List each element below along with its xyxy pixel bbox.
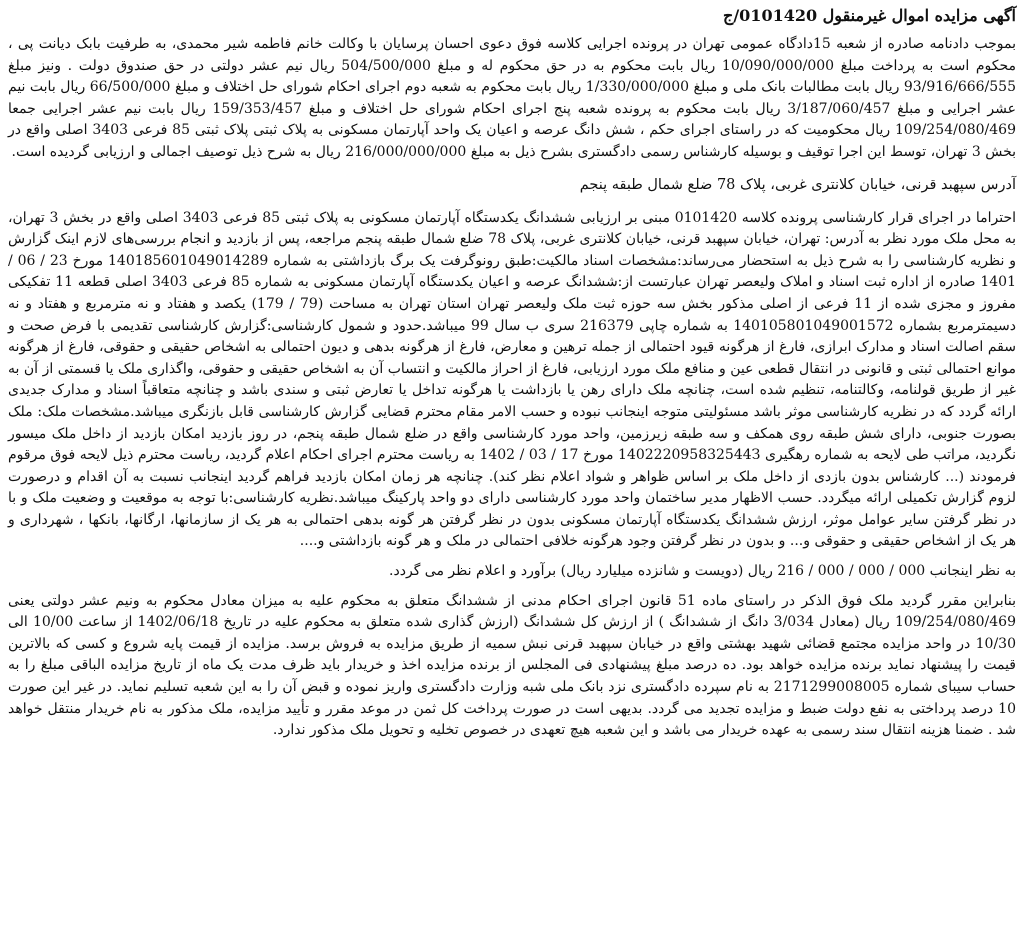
notice-paragraph-valuation: به نظر اینجانب 000 / 000 / 000 / 216 ریال (دویست و شانزده میلیارد ریال) برآورد و اعلام نظر می گردد. (389, 563, 1016, 580)
notice-title: آگهی مزایده اموال غیرمنقول 0101420/ج (723, 6, 1016, 25)
notice-paragraph-auction-terms: بنابراین مقرر گردید ملک فوق الذکر در راستای ماده 51 قانون اجرای احکام مدنی از ششدانگ متعلق به محکوم علیه به میزان معادل محکوم به ونیم عشر دولتی یعنی 109/254/080/469 ریال (معادل 3/034 دانگ از ششدانگ ) از ارزش کل ششدانگ (ارزش گذاری شده متعلق به محکوم علیه در تاریخ 1402/06/18 از ساعت 10/00 الی 10/30 در واحد مزایده مجتمع قضائی شهید بهشتی واقع در خیابان سپهبد قرنی نبش سمیه از طریق مزایده به فروش برسد. مزایده از قیمت پایه شروع و کسی که بالاترین قیمت را پیشنهاد نماید برنده مزایده خواهد بود. ده درصد مبلغ پیشنهادی فی المجلس از برنده مزایده اخذ و خریدار باید ظرف مدت یک ماه از تاریخ مزایده الباقی مبلغ را به حساب سیبای شماره 2171299008005 به نام سپرده دادگستری نزد بانک ملی شبه وزارت دادگستری واریز نموده و قبض آن را به این شعبه تسلیم نماید. در غیر این صورت 10 درصد پرداختی به نفع دولت ضبط و مزایده تجدید می گردد. بدیهی است در صورت پرداخت کل ثمن در موعد مقرر و تأیید مزایده، ملک مذکور به نام خریدار منتقل خواهد شد . ضمنا هزینه انتقال سند رسمی به عهده خریدار می باشد و این شعبه هیچ تعهدی در خصوص تخلیه و تحویل ملک مذکور ندارد. (8, 592, 1016, 739)
property-address: آدرس سپهبد قرنی، خیابان کلانتری غربی، پلاک 78 ضلع شمال طبقه پنجم (579, 176, 1016, 193)
notice-paragraph-judgment: بموجب دادنامه صادره از شعبه 15دادگاه عمومی تهران در پرونده اجرایی کلاسه فوق دعوی احسان پرسایان با وکالت خانم فاطمه شیر محمدی، به طرفیت بابک دیانت پی ، محکوم است به پرداخت مبلغ 10/090/000/000 ریال بابت محکوم به در حق محکوم له و مبلغ 504/500/000 ریال نیم عشر دولتی در حق صندوق دولت . ونیز مبلغ 93/916/666/555 ریال بابت مطالبات بانک ملی و مبلغ 1/330/000/000 ریال بابت محکوم به شعبه دوم اجرای احکام شورای حل اختلاف و مبلغ 66/500/000 ریال بابت نیم عشر اجرایی و مبلغ 3/187/060/457 ریال بابت محکوم به پرونده شعبه پنج اجرای احکام شورای حل اختلاف و مبلغ 159/353/457 ریال بابت نیم عشر اجرایی جمعا 109/254/080/469 ریال محکومیت که در راستای اجرای حکم ، شش دانگ عرصه و اعیان یک واحد آپارتمان مسکونی به پلاک ثبتی پلاک ثبتی 85 فرعی 3403 اصلی واقع در بخش 3 تهران، توسط این اجرا توقیف و بوسیله کارشناس رسمی دادگستری بشرح ذیل به مبلغ 216/000/000/000 ریال به شرح ذیل توصیف اجمالی و ارزیابی گردیده است. (8, 36, 1017, 160)
notice-paragraph-expert-report: احتراما در اجرای قرار کارشناسی پرونده کلاسه 0101420 مبنی بر ارزیابی ششدانگ یکدستگاه آپارتمان مسکونی به پلاک ثبتی 85 فرعی 3403 اصلی واقع در بخش 3 تهران، به محل ملک مورد نظر به آدرس: تهران، خیابان سپهبد قرنی، خیابان کلانتری غربی، پلاک 78 ضلع شمال طبقه پنجم مراجعه، پس از بازدید و انجام بررسی‌های لازم اینک گزارش و نظریه کارشناسی را به شرح ذیل به استحضار می‌رساند:مشخصات اسناد مالکیت:طبق رونوگرفت یک برگ بازداشتی به شماره 140185601049014289 مورخ 23 / 06 / 1401 صادره از اداره ثبت اسناد و املاک ولیعصر تهران عبارتست از:ششدانگ عرصه و اعیان یکدستگاه آپارتمان مسکونی به شماره 85 فرعی 3403 اصلی قطعه 11 تفکیکی مفروز و مجزی شده از 11 فرعی از اصلی مذکور بخش سه حوزه ثبت ملک ولیعصر تهران استان تهران به مساحت (79 / 179) یکصد و هفتاد و نه مترمربع و هفتاد و نه دسیمترمربع بشماره 140105801049001572 به شماره چاپی 216379 سری ب سال 99 میباشد.حدود و شمول کارشناسی:گزارش کارشناسی تقدیمی با فرض صحت و سقم اصالت اسناد و مدارک ابرازی، فارغ از هرگونه قیود احتمالی از جمله ترهین و معارض، فارغ از هرگونه بدهی و دیون احتمالی به اشخاص حقیقی و حقوقی، فارغ از هرگونه موانع احتمالی ثبتی و قانونی در انتقال قطعی عین و منافع ملک مورد ارزیابی، فارغ از احراز مالکیت و انتساب آن به اشخاص حقیقی و حقوقی، واگذاری ملک یا قسمتی از آن به غیر از طریق قولنامه، وکالتنامه، تنظیم شده است، چنانچه ملک دارای رهن یا بازداشت یا هرگونه تداخل یا تعارض ثبتی و سندی باشد و چنانچه متعاقباً اسناد و مدارک جدیدی ارائه گردد که در نظریه کارشناسی موثر باشد مسئولیتی متوجه اینجانب نبوده و حسب الامر مقام محترم قضایی گزارش کارشناسی قابل بازنگری میباشد.مشخصات ملک: ملک بصورت جنوبی، دارای شش طبقه روی همکف و سه طبقه زیرزمین، واحد مورد کارشناسی واقع در ضلع شمال طبقه پنجم، در روز بازدید امکان بازدید از داخل ملک میسور نگردید، مراتب طی لایحه به شماره رهگیری 140222095832544З مورخ 17 / 03 / 1402 به ریاست محترم اجرای احکام اعلام گردید، ریاست محترم ذیل لایحه فوق مرقوم فرمودند (... کارشناس بدون بازدی از داخل ملک بر اساس ظواهر و شواد اعلام نظر کند). چنانچه هر زمان امکان بازدید فراهم گردید اینجانب نسبت به آن اقدام و درصورت لزوم گزارش تکمیلی ارائه میگردد. حسب الاظهار مدیر ساختمان واحد مورد کارشناسی دارای دو واحد پارکینگ میباشد.نظریه کارشناسی:با توجه به موقعیت و وضعیت ملک و با در نظر گرفتن سایر عوامل موثر، ارزش ششدانگ یکدستگاه آپارتمان مسکونی بدون در نظر گرفتن هر گونه بدهی احتمالی به هر یک از سازمانها، ارگانها، بانکها ، شهرداری و هر یک از اشخاص حقیقی و حقوقی و... و بدون در نظر گرفتن وجود هرگونه خلافی احتمالی در ملک و هر گونه بازداشتی و.... (8, 209, 1017, 550)
